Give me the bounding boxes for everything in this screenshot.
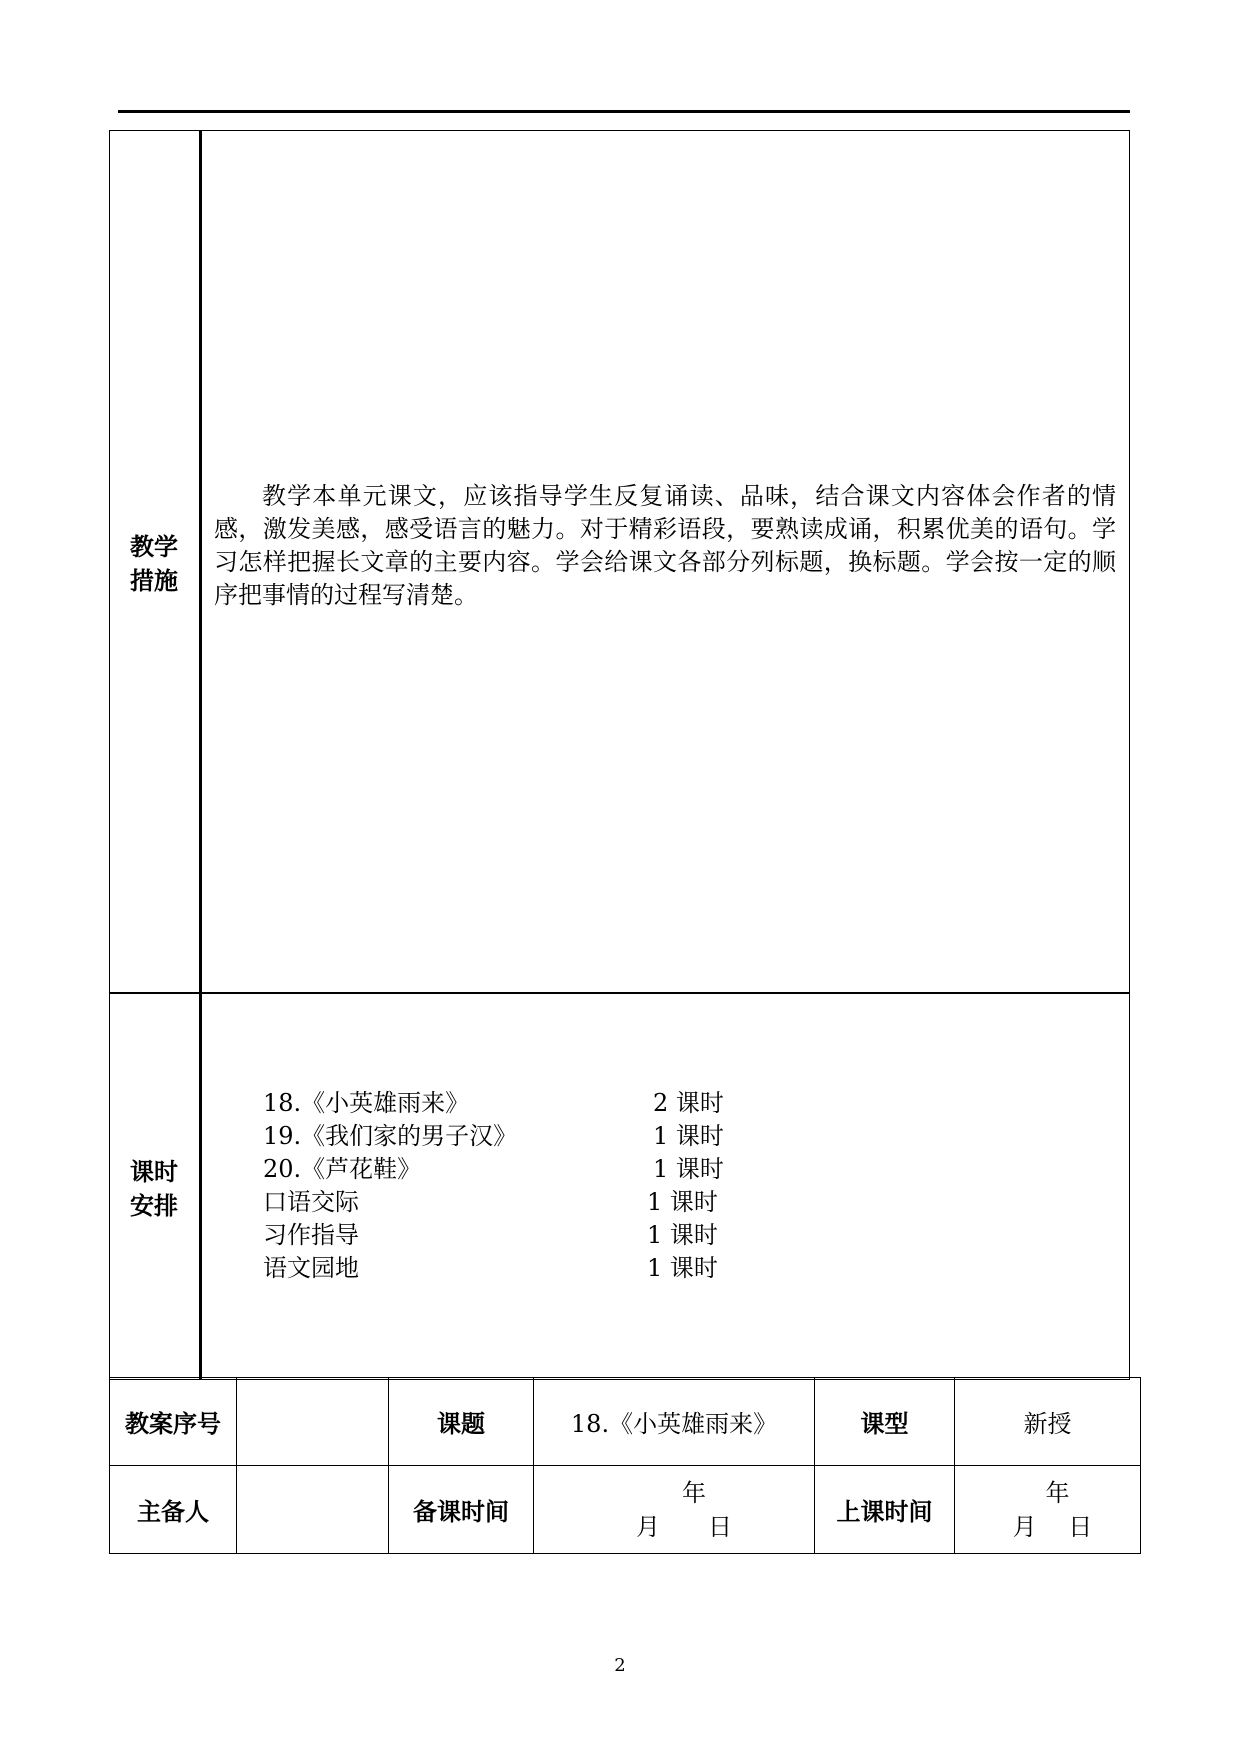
measures-label	[109, 530, 199, 598]
prep-year: 年	[682, 1478, 706, 1507]
schedule-item-title: 语文园地	[263, 1254, 359, 1282]
schedule-item	[263, 1153, 863, 1186]
seq-value	[237, 1378, 389, 1466]
preparer-value	[237, 1466, 389, 1554]
class-year: 年	[1045, 1478, 1070, 1507]
schedule-item-hours: 1 课时	[647, 1188, 718, 1216]
schedule-item-hours: 2 课时	[653, 1089, 724, 1117]
row-divider	[109, 992, 1130, 994]
class-time-label: 上课时间	[815, 1466, 955, 1554]
class-month-day: 月 日	[1012, 1512, 1093, 1541]
page-number: 2	[614, 1655, 626, 1676]
schedule-item-title: 习作指导	[263, 1221, 359, 1249]
schedule-item	[263, 1087, 863, 1120]
schedule-item-title: 口语交际	[263, 1188, 359, 1216]
type-label: 课型	[815, 1378, 955, 1466]
class-time-value	[955, 1466, 1141, 1554]
schedule-item-hours: 1 课时	[647, 1254, 718, 1282]
schedule-item-hours: 1 课时	[653, 1155, 724, 1183]
label-column-divider	[199, 130, 202, 1380]
schedule-item	[263, 1252, 863, 1285]
lesson-info-row	[110, 1466, 1141, 1554]
prep-time-value	[534, 1466, 815, 1554]
prep-time-label: 备课时间	[389, 1466, 534, 1554]
topic-label: 课题	[389, 1378, 534, 1466]
schedule-item	[263, 1219, 863, 1252]
lesson-info-row	[110, 1378, 1141, 1466]
schedule-item-hours: 1 课时	[653, 1122, 724, 1150]
schedule-label-line2: 安排	[130, 1192, 178, 1220]
seq-label: 教案序号	[110, 1378, 237, 1466]
topic-value: 18.《小英雄雨来》	[534, 1378, 815, 1466]
schedule-item-title: 20.《芦花鞋》	[263, 1155, 422, 1183]
schedule-label-line1: 课时	[130, 1158, 178, 1186]
type-value: 新授	[955, 1378, 1141, 1466]
schedule-item-title: 18.《小英雄雨来》	[263, 1089, 470, 1117]
header-rule	[118, 110, 1130, 113]
measures-text: 教学本单元课文，应该指导学生反复诵读、品味，结合课文内容体会作者的情感，激发美感，感受语言的魅力。对于精彩语段，要熟读成诵，积累优美的语句。学习怎样把握长文章的主要内容。学会给课文各部分列标题，换标题。学会按一定的顺序把事情的过程写清楚。	[214, 482, 1116, 609]
schedule-item-title: 19.《我们家的男子汉》	[263, 1122, 518, 1150]
measures-label-line1: 教学	[130, 533, 178, 561]
preparer-label: 主备人	[110, 1466, 237, 1554]
schedule-list	[263, 1087, 863, 1285]
prep-month-day: 月 日	[636, 1512, 732, 1541]
schedule-item-hours: 1 课时	[647, 1221, 718, 1249]
schedule-item	[263, 1186, 863, 1219]
lesson-info-table	[109, 1377, 1141, 1554]
schedule-label	[109, 1155, 199, 1223]
schedule-item	[263, 1120, 863, 1153]
measures-label-line2: 措施	[130, 567, 178, 595]
